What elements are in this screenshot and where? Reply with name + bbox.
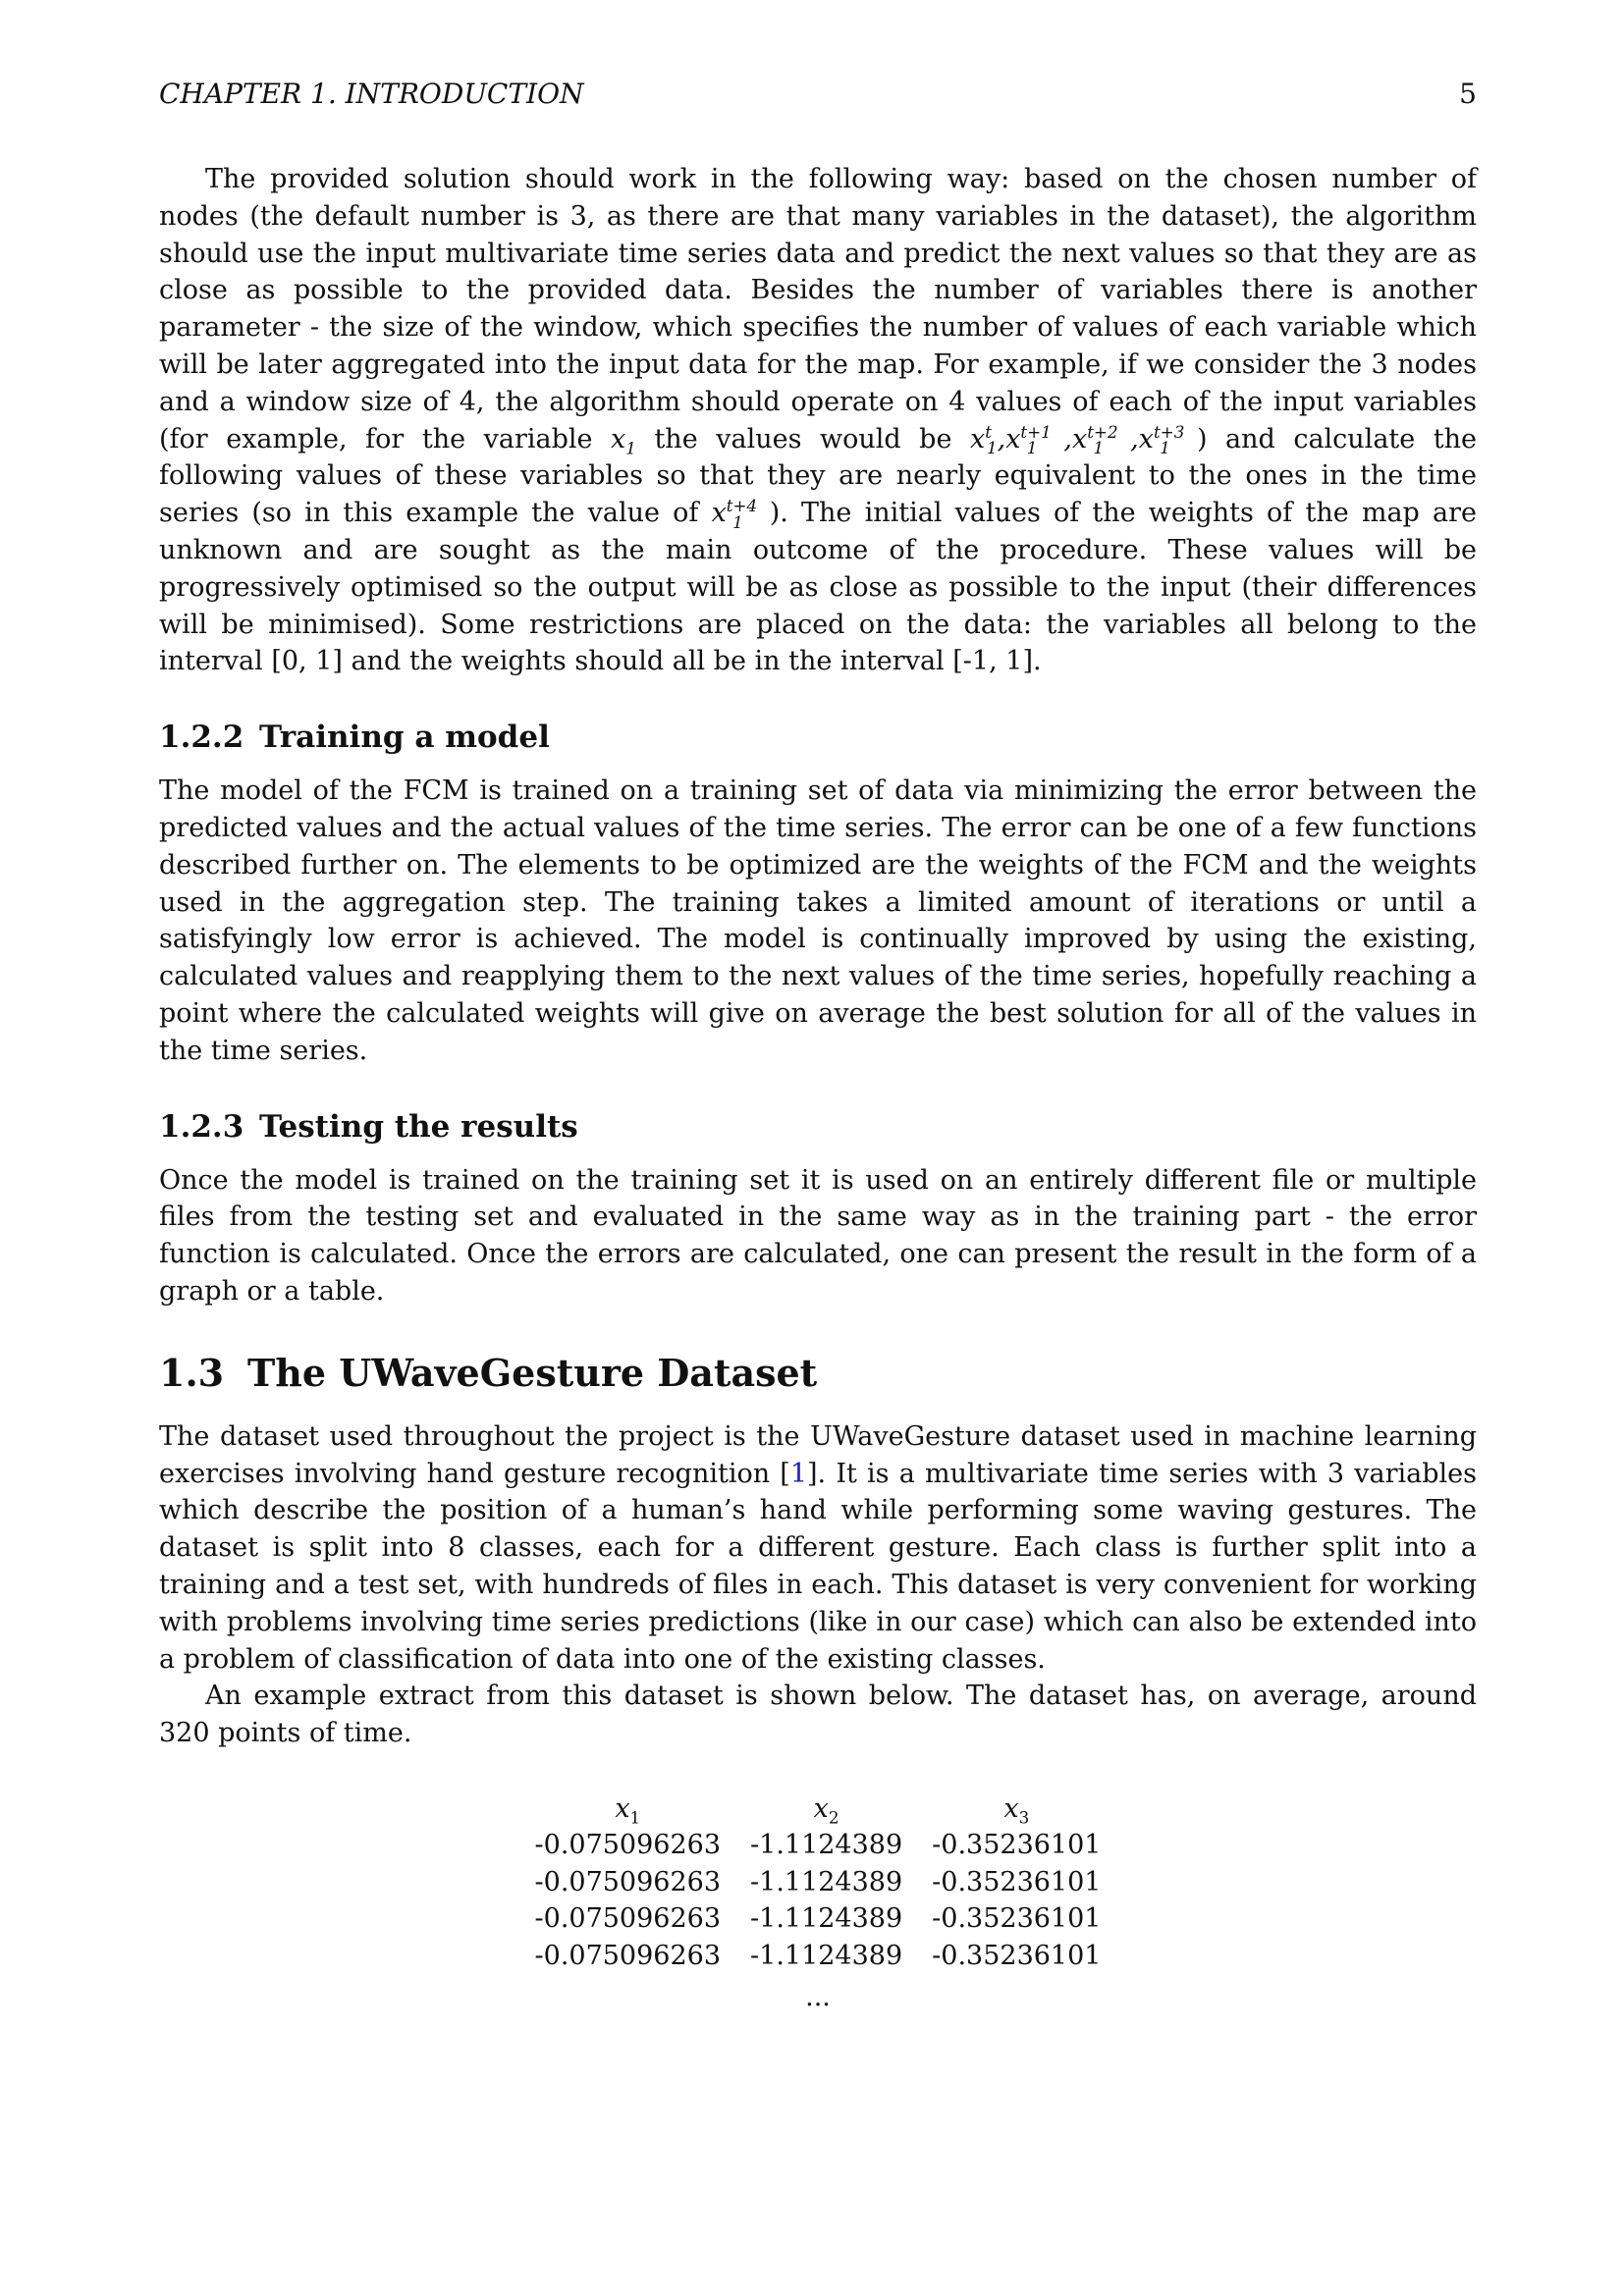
table-cell: -0.075096263	[534, 1829, 722, 1860]
column-header-x2: $x_2$	[813, 1792, 839, 1828]
table-cell: -0.35236101	[932, 1829, 1102, 1860]
table-continuation-ellipsis: ...	[805, 1982, 831, 2013]
training-paragraph: The model of the FCM is trained on a training set of data via minimizing the error between the predicted values and the actual values of the time series. The error can be one of a few functions described further on. The elements to be optimized are the weights of the FCM and the weights used in the aggregation step. The training takes a limited amount of iterations or until a satisfyingly low error is achieved. The model is continually improved by using the existing, calculated values and reapplying them to the next values of the time series, hopefully reaching a point where the calculated weights will give on average the best solution for all of the values in the time series.	[159, 775, 1477, 1066]
table-cell: -0.075096263	[534, 1941, 722, 1972]
table-row	[520, 1827, 1116, 1864]
math-sequence: $x^t_1,x^{t+1}_1$ $,x^{t+2}_1$ $,x^{t+3}_1$	[969, 421, 1185, 457]
section-title: Training a model	[259, 720, 550, 756]
citation-link[interactable]: 1	[789, 1458, 808, 1489]
math-x1-t4: $x^{t+4}_1$	[711, 496, 758, 532]
text-run: the values would be	[635, 423, 970, 454]
extract-paragraph: An example extract from this dataset is shown below. The dataset has, on average, around 320 points of time.	[159, 1681, 1477, 1749]
testing-paragraph: Once the model is trained on the training set it is used on an entirely different file or multiple files from the testing set and evaluated in the same way as in the training part - the error function is calculated. Once the errors are calculated, one can present the result in the form of a graph or a table.	[159, 1164, 1477, 1307]
chapter-title: CHAPTER 1. INTRODUCTION	[159, 78, 584, 110]
table-cell: -1.1124389	[750, 1866, 903, 1897]
table-cell: -1.1124389	[750, 1829, 903, 1860]
text-run: The dataset used throughout the project is the UWaveGesture dataset used in machine learning exercises involving hand gesture recognition [	[159, 1420, 1477, 1489]
table-cell: -1.1124389	[750, 1903, 903, 1935]
section-title: The UWaveGesture Dataset	[247, 1350, 818, 1395]
math-x1: $x_1$	[611, 423, 636, 457]
section-number: 1.3	[159, 1350, 225, 1395]
table-row	[520, 1864, 1116, 1901]
text-run: ). The initial values of the weights of the map are unknown and are sought as the main outcome of the procedure. These values will be progressively optimised so the output will be as close as possible to the input (their differences will be minimised). Some restrictions are placed on the data: the variables all belong to the interval [0, 1] and the weights should all be in the interval [-1, 1].	[159, 498, 1477, 677]
table-cell: -0.35236101	[932, 1941, 1102, 1972]
page-number: 5	[1459, 78, 1477, 110]
table-row	[520, 1938, 1116, 1975]
column-header-x3: $x_3$	[1003, 1792, 1030, 1828]
dataset-paragraph	[159, 1418, 1477, 1679]
section-number: 1.2.3	[159, 1108, 244, 1145]
table-cell: -1.1124389	[750, 1941, 903, 1972]
section-heading-1-2-2	[159, 718, 1477, 757]
section-heading-1-3	[159, 1350, 1477, 1397]
dataset-extract-table	[520, 1791, 1116, 1975]
table-cell: -0.075096263	[534, 1866, 722, 1897]
section-number: 1.2.2	[159, 720, 244, 756]
table-header-row	[520, 1791, 1116, 1827]
table-cell: -0.35236101	[932, 1903, 1102, 1935]
table-cell: -0.35236101	[932, 1866, 1102, 1897]
page-body	[159, 161, 1477, 2016]
table-cell: -0.075096263	[534, 1903, 722, 1935]
text-run: ) and calculate the following values of these variables so that they are nearly equivalent to the ones in the time series (so in this example the value of	[159, 423, 1477, 529]
table-row	[520, 1900, 1116, 1938]
running-header	[159, 77, 1477, 112]
section-heading-1-2-3	[159, 1107, 1477, 1147]
column-header-x1: $x_1$	[615, 1792, 641, 1828]
text-run: ]. It is a multivariate time series with 3 variables which describe the position of a human’s hand while performing some waving gestures. The dataset is split into 8 classes, each for a different gesture. Each class is further split into a training and a test set, with hundreds of files in each. This dataset is very convenient for working with problems involving time series predictions (like in our case) which can also be extended into a problem of classification of data into one of the existing classes.	[159, 1458, 1477, 1675]
intro-paragraph	[159, 161, 1477, 680]
section-title: Testing the results	[259, 1108, 578, 1145]
text-run: The provided solution should work in the following way: based on the chosen number of nodes (the default number is 3, as there are that many variables in the dataset), the algorithm should use the input multivariate time series data and predict the next values so that they are as close as possible to the provided data. Besides the number of variables there is another parameter - the size of the window, which specifies the number of values of each variable which will be later aggregated into the input data for the map. For example, if we consider the 3 nodes and a window size of 4, the algorithm should operate on 4 values of each of the input variables (for example, for the variable	[159, 164, 1477, 454]
